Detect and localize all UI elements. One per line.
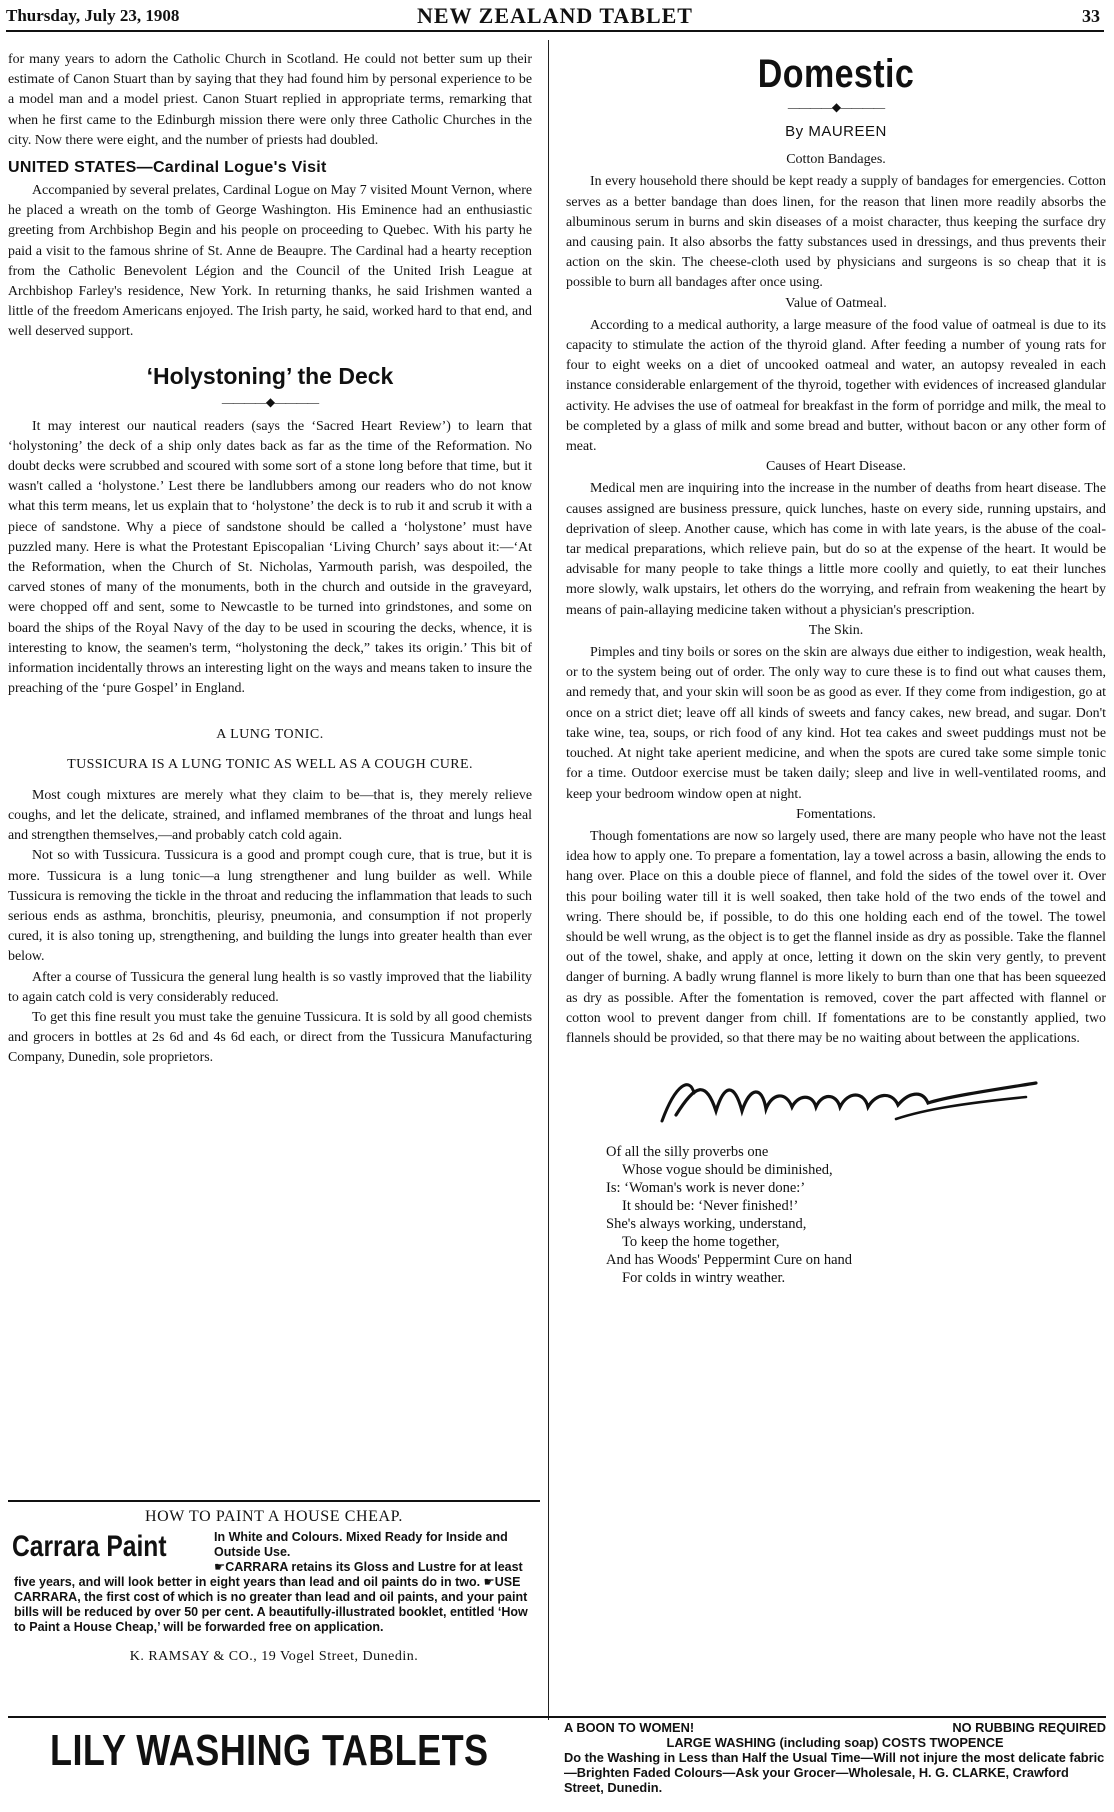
signature-graphic — [566, 1063, 1106, 1133]
lung-paragraph-2: Not so with Tussicura. Tussicura is a good and prompt cough cure, that is true, but it is more. Tussicura is a lung tonic—a lung strengthener and lung builder as well. While Tussicura is removing the tickle in the throat and reducing the inflammation that leads to such serious ends as asthma, bronchitis, pleurisy, pneumonia, and consumption if not properly cured, it is also toning up, strengthening, and building the lungs into greater health than ever below. — [8, 848, 532, 965]
intro-paragraph: for many years to adorn the Catholic Church in Scotland. He could not better sum up their estimate of Canon Stuart than by saying that they had found him by personal experience to be a model man and a model priest. Canon Stuart replied in appropriate terms, remarking that when he first came to the Edinburgh mission there were only three Catholic Churches in the city. Now there were eight, and the number of priests had doubled. — [8, 52, 532, 148]
lung-paragraph-3: After a course of Tussicura the general lung health is so vastly improved that the liability to again catch cold is very considerably reduced. — [8, 969, 532, 1005]
lily-ad-body: Do the Washing in Less than Half the Usual Time—Will not injure the most delicate fabric—Brighten Faded Colours—Ask your Grocer—Wholesale, H. G. CLARKE, Crawford Street, Dunedin. — [564, 1750, 1105, 1795]
lung-tonic-subtitle: TUSSICURA IS A LUNG TONIC AS WELL AS A COUGH CURE. — [67, 756, 473, 772]
issue-date: Thursday, July 23, 1908 — [6, 6, 180, 25]
heart-heading: Causes of Heart Disease. — [766, 459, 906, 475]
poem-line: To keep the home together, — [622, 1234, 780, 1251]
skin-paragraph: Pimples and tiny boils or sores on the skin are always due either to indigestion, weak health, or to the system being out of order. The only way to cure these is to find out what causes them, and remedy that, and your skin will soon be as good as ever. If they come from indigestion, go at once on a strict diet; leave off all kinds of sweets and fancy cakes, new bread, and sugar. Don't take wine, tea, soups, or rich food of any kind. Hot tea cakes and sweet puddings must not be touched. At night take aperient medicine, and when the spots are cured take some simple tonic for a time. Outdoor exercise must be taken daily; sleep and live in well-ventilated rooms, and keep your bedroom window open at night. — [566, 645, 1106, 802]
lung-paragraph-4: To get this fine result you must take the genuine Tussicura. It is sold by all good chemists and grocers in bottles at 2s 6d and 4s 6d each, or direct from the Tussicura Manufacturing Company, Dunedin, sole proprietors. — [8, 1009, 532, 1066]
poem-line: Is: ‘Woman's work is never done:’ — [606, 1180, 806, 1197]
signature-maureen — [566, 1063, 1106, 1133]
page-number: 33 — [1082, 6, 1100, 26]
newspaper-title: NEW ZEALAND TABLET — [417, 3, 693, 28]
poem-line: Of all the silly proverbs one — [606, 1144, 769, 1161]
poem-line: She's always working, understand, — [606, 1216, 807, 1233]
lily-ad-copy — [564, 1720, 1106, 1795]
poem-line: Whose vogue should be diminished, — [622, 1162, 833, 1179]
left-column — [8, 50, 532, 1500]
column-divider — [548, 40, 549, 1720]
ornament-divider: ————◆———— — [221, 394, 319, 409]
skin-heading: The Skin. — [808, 622, 864, 638]
ornament-divider: ————◆———— — [787, 100, 885, 114]
cotton-heading: Cotton Bandages. — [786, 152, 886, 168]
lily-washing-tablets-ad — [8, 1716, 1106, 1810]
fomentations-paragraph: Though fomentations are now so largely used, there are many people who have not the least idea how to apply one. To prepare a fomentation, lay a towel across a basin, allowing the ends to hang over. Place on this a double piece of flannel, and fold the sides of the towel over it. Over this pour boiling water till it is well soaked, then take hold of the two ends of the towel and wring. There should be, if possible, to do this one holding each end of the towel. The towel should be well wrung, as the object is to get the flannel inside as dry as possible. Take the flannel out of the towel, shake, and apply at once, letting it down on the skin very gently, to prevent danger of burning. A badly wrung flannel is more likely to burn than one that has been squeezed as dry as possible. After the fomentation is removed, cover the part affected with flannel or cotton wool to prevent danger from chill. If fomentations are to be constantly applied, two flannels should be provided, so that there may be no waiting about between the applications. — [566, 828, 1106, 1046]
fomentations-heading: Fomentations. — [796, 806, 876, 822]
oatmeal-paragraph: According to a medical authority, a large measure of the food value of oatmeal is due to its capacity to stimulate the action of the thyroid gland. After feeding a number of young rats for four to eight weeks on a diet of uncooked oatmeal and water, an autopsy revealed in each instance considerable enlargement of the thyroid, together with evidences of increased glandular activity. He advises the use of oatmeal for breakfast in the form of porridge and milk, the meal to be completed by a glass of milk and some bread and butter, without bacon or any other form of meat. — [566, 317, 1106, 455]
poem-line: It should be: ‘Never finished!’ — [622, 1198, 799, 1215]
holystoning-paragraph: It may interest our nautical readers (says the ‘Sacred Heart Review’) to learn that ‘holystoning’ the deck of a ship only dates back as far as the time of the Reformation. No doubt decks were scrubbed and scoured with some sort of a stone long before that time, but it wasn't called a ‘holystone.’ Lest there be landlubbers among our readers who do not know what this term means, let us explain that to ‘holystone’ the deck is to rub it and scrub it with a piece of sandstone. Why a piece of sandstone should be called a ‘holystone’ must have puzzled many. Here is what the Protestant Episcopalian ‘Living Church’ says about it:—‘At the Reformation, when the Church of St. Nicholas, Yarmouth parish, was despoiled, the carved stones of many of the monuments, both in the church and outside in the graveyard, were chopped off and sent, some to Newcastle to be turned into grindstones, and some on board the ships of the Royal Navy of the day to be used in scouring the decks, whence, it is interesting to know, the seamen's term, “holystoning the deck,” takes its origin.’ This bit of information incidentally throws an interesting light on the ways and means taken to insure the preaching of the ‘pure Gospel’ in England. — [8, 418, 532, 697]
poem-line: For colds in wintry weather. — [622, 1270, 786, 1287]
lung-paragraph-1: Most cough mixtures are merely what they claim to be—that is, they merely relieve coughs, and let the delicate, strained, and inflamed membranes of the throat and lungs heal and strengthen themselves,—and probably catch cold again. — [8, 787, 532, 844]
paint-ad-tagline: In White and Colours. Mixed Ready for Inside and Outside Use. — [214, 1530, 508, 1559]
byline: By MAUREEN — [785, 123, 887, 140]
lung-tonic-title: A LUNG TONIC. — [216, 727, 324, 743]
poem-line: And has Woods' Peppermint Cure on hand — [606, 1252, 853, 1269]
us-heading: UNITED STATES—Cardinal Logue's Visit — [8, 159, 327, 177]
lily-no-rubbing-text: NO RUBBING REQUIRED — [952, 1720, 1106, 1735]
paint-ad-address: K. RAMSAY & CO., 19 Vogel Street, Dunedin. — [129, 1649, 419, 1664]
holystoning-heading: ‘Holystoning’ the Deck — [146, 362, 394, 389]
carrara-paint-ad — [8, 1500, 540, 1716]
cotton-paragraph: In every household there should be kept ready a supply of bandages for emergencies. Cotton serves as a better bandage than does linen, for the reason that linen more readily absorbs the albuminous serum in burns and skin diseases of a moist character, thus keeping the surface dry and causing pain. It also absorbs the fatty substances used in dressings, and thus prevents their action on the skin. The cheese-cloth used by physicians and surgeons is so cheap that it is possible to burn all bandages after once using. — [566, 174, 1106, 291]
heart-paragraph: Medical men are inquiring into the increase in the number of deaths from heart disease. The causes assigned are business pressure, quick lunches, haste on every side, running upstairs, and deprivation of sleep. Another cause, which has come in with late years, is the abuse of the coal-tar medical preparations, which relieve pain, but do so at the expense of the heart. It would be advisable for many people to take things a little more coolly and quietly, to eat their lunches more slowly, walk upstairs, let others do the worrying, and refrain from weakening the heart by means of pain-allaying medicine taken without a physician's prescription. — [566, 481, 1106, 618]
domestic-title: Domestic — [757, 52, 915, 96]
us-paragraph: Accompanied by several prelates, Cardinal Logue on May 7 visited Mount Vernon, where he placed a wreath on the tomb of George Washington. His Eminence had an enthusiastic greeting from Archbishop Begin and his people on proceeding to Quebec. With his party he paid a visit to the famous shrine of St. Anne de Beaupre. The Cardinal had a hearty reception from the Catholic Benevolent Légion and the Council of the United Irish League at Archbishop Farley's residence, New York. In returning thanks, he said Irishmen wanted a little of the freedom Americans enjoyed. The Irish party, he said, worked hard to that end, and well deserved support. — [8, 183, 532, 340]
carrara-brand: Carrara Paint — [12, 1530, 167, 1563]
peppermint-cure-poem — [606, 1143, 1106, 1287]
masthead — [6, 4, 1104, 32]
lily-boon-text: A BOON TO WOMEN! — [564, 1720, 695, 1735]
right-column — [566, 50, 1106, 1710]
lily-large-washing-text: LARGE WASHING (including soap) COSTS TWOPENCE — [666, 1735, 1004, 1750]
paint-ad-body: ☛CARRARA retains its Gloss and Lustre for at least five years, and will look better in eight years than lead and oil paints do in two. ☛USE CARRARA, the first cost of which is no greater than lead and oil paints, and your paint bills will be reduced by over 50 per cent. A beautifully-illustrated booklet, entitled ‘How to Paint a House Cheap,’ will be forwarded free on application. — [14, 1560, 528, 1634]
lily-brand: LILY WASHING TABLETS — [50, 1726, 489, 1775]
paint-ad-headline: HOW TO PAINT A HOUSE CHEAP. — [144, 1508, 404, 1525]
oatmeal-heading: Value of Oatmeal. — [785, 295, 887, 311]
